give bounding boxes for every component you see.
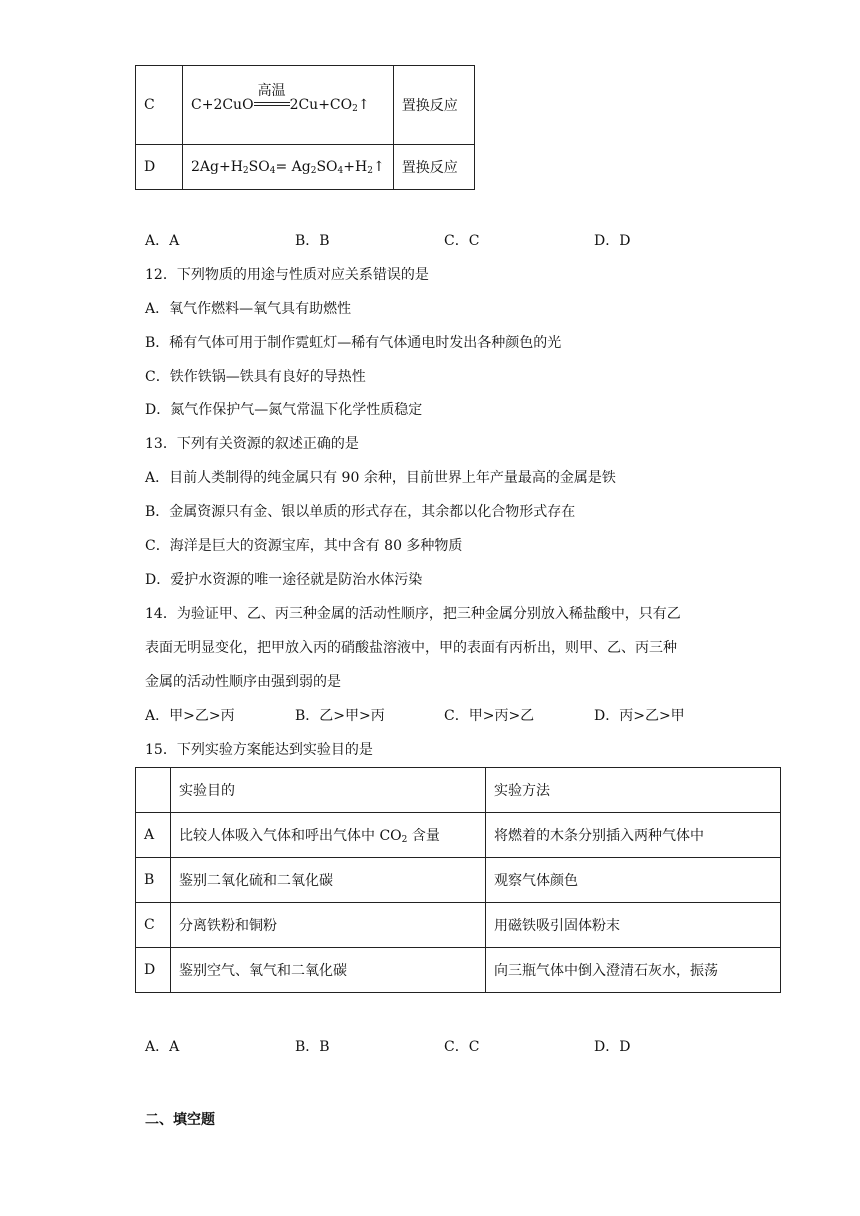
q13-option-b: B．金属资源只有金、银以单质的形式存在，其余都以化合物形式存在 bbox=[145, 504, 576, 520]
table-row bbox=[136, 858, 781, 903]
q11-reaction-table bbox=[135, 65, 475, 190]
method-cell: 将燃着的木条分别插入两种气体中 bbox=[486, 813, 781, 858]
q15-option-a: A．A bbox=[145, 1039, 180, 1055]
q15-experiment-table bbox=[135, 767, 781, 993]
q14-stem-line-3: 金属的活动性顺序由强到弱的是 bbox=[145, 674, 341, 690]
reaction-condition: 高温 bbox=[254, 100, 290, 110]
section-heading: 二、填空题 bbox=[145, 1112, 215, 1128]
q11-option-d: D．D bbox=[594, 233, 631, 249]
goal-cell: 分离铁粉和铜粉 bbox=[171, 903, 486, 948]
q13-stem: 13．下列有关资源的叙述正确的是 bbox=[145, 436, 359, 452]
q15-option-b: B．B bbox=[295, 1039, 330, 1055]
table-row bbox=[136, 145, 475, 190]
q12-option-a: A．氧气作燃料—氧气具有助燃性 bbox=[145, 301, 352, 317]
q14-option-a: A．甲>乙>丙 bbox=[145, 708, 235, 724]
method-cell: 用磁铁吸引固体粉末 bbox=[486, 903, 781, 948]
q11-option-a: A．A bbox=[145, 233, 180, 249]
q12-option-d: D．氮气作保护气—氮气常温下化学性质稳定 bbox=[145, 402, 423, 418]
row-label: D bbox=[136, 948, 171, 993]
header-goal: 实验目的 bbox=[171, 768, 486, 813]
table-row bbox=[136, 903, 781, 948]
header-method: 实验方法 bbox=[486, 768, 781, 813]
q11-option-b: B．B bbox=[295, 233, 330, 249]
q14-stem-line-2: 表面无明显变化，把甲放入丙的硝酸盐溶液中，甲的表面有丙析出，则甲、乙、丙三种 bbox=[145, 640, 677, 656]
q15-stem: 15．下列实验方案能达到实验目的是 bbox=[145, 742, 373, 758]
q12-stem: 12．下列物质的用途与性质对应关系错误的是 bbox=[145, 267, 429, 283]
q13-option-d: D．爱护水资源的唯一途径就是防治水体污染 bbox=[145, 572, 423, 588]
q14-option-c: C．甲>丙>乙 bbox=[444, 708, 535, 724]
q14-option-d: D．丙>乙>甲 bbox=[594, 708, 685, 724]
q15-option-d: D．D bbox=[594, 1039, 631, 1055]
row-label: C bbox=[136, 66, 183, 145]
goal-cell: 鉴别空气、氧气和二氧化碳 bbox=[171, 948, 486, 993]
method-cell: 观察气体颜色 bbox=[486, 858, 781, 903]
q13-option-c: C．海洋是巨大的资源宝库，其中含有 80 多种物质 bbox=[145, 538, 463, 554]
q11-option-c: C．C bbox=[444, 233, 480, 249]
table-header-row bbox=[136, 768, 781, 813]
q14-stem-line-1: 14．为验证甲、乙、丙三种金属的活动性顺序，把三种金属分别放入稀盐酸中，只有乙 bbox=[145, 606, 681, 622]
equation-cell: $2Ag+H_2SO_4=$ $Ag_2SO_4+H_2↑$ bbox=[183, 145, 394, 190]
reaction-type: 置换反应 bbox=[393, 66, 474, 145]
row-label: D bbox=[136, 145, 183, 190]
method-cell: 向三瓶气体中倒入澄清石灰水，振荡 bbox=[486, 948, 781, 993]
row-label: A bbox=[136, 813, 171, 858]
q15-option-c: C．C bbox=[444, 1039, 480, 1055]
table-row bbox=[136, 948, 781, 993]
q12-option-c: C．铁作铁锅—铁具有良好的导热性 bbox=[145, 369, 366, 385]
q12-option-b: B．稀有气体可用于制作霓虹灯—稀有气体通电时发出各种颜色的光 bbox=[145, 335, 562, 351]
equation-cell: C+2CuO 高温 $2Cu+CO_2↑$ bbox=[183, 66, 394, 145]
row-label: C bbox=[136, 903, 171, 948]
goal-cell: 比较人体吸入气体和呼出气体中 $CO_2$ 含量 bbox=[171, 813, 486, 858]
q14-option-b: B．乙>甲>丙 bbox=[295, 708, 385, 724]
table-row bbox=[136, 66, 475, 145]
reaction-type: 置换反应 bbox=[393, 145, 474, 190]
q13-option-a: A．目前人类制得的纯金属只有 90 余种，目前世界上年产量最高的金属是铁 bbox=[145, 470, 616, 486]
goal-cell: 鉴别二氧化硫和二氧化碳 bbox=[171, 858, 486, 903]
header-blank bbox=[136, 768, 171, 813]
row-label: B bbox=[136, 858, 171, 903]
table-row bbox=[136, 813, 781, 858]
